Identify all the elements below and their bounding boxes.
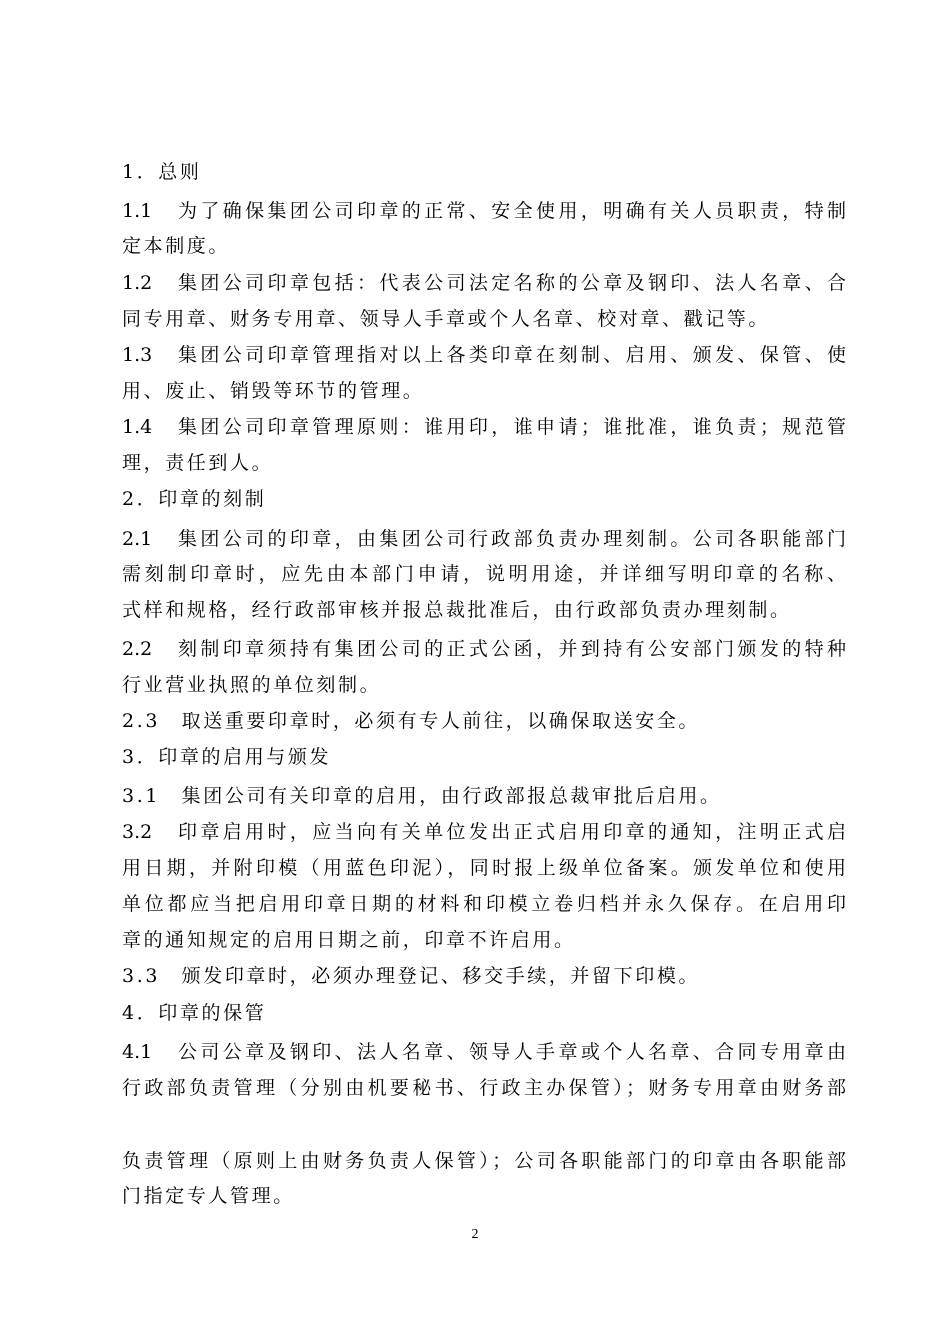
page-number: 2 xyxy=(471,1227,479,1242)
paragraph-line: 1.3 集团公司印章管理指对以上各类印章在刻制、启用、颁发、保管、使 xyxy=(122,344,846,366)
paragraph-line: 同专用章、财务专用章、领导人手章或个人名章、校对章、戳记等。 xyxy=(122,308,771,330)
paragraph-line: 定本制度。 xyxy=(122,235,231,257)
paragraph-line: 2.3 取送重要印章时，必须有专人前往，以确保取送安全。 xyxy=(122,710,701,732)
paragraph-line: 理，责任到人。 xyxy=(122,452,274,474)
section-heading-general: 1．总则 xyxy=(122,161,202,183)
paragraph-line: 3.2 印章启用时，应当向有关单位发出正式启用印章的通知，注明正式启 xyxy=(122,821,846,843)
paragraph-line: 行政部负责管理（分别由机要秘书、行政主办保管）；财务专用章由财务部 xyxy=(122,1077,846,1099)
paragraph-line: 单位都应当把启用印章日期的材料和印模立卷归档并永久保存。在启用印 xyxy=(122,893,846,915)
paragraph-line: 4.1 公司公章及钢印、法人名章、领导人手章或个人名章、合同专用章由 xyxy=(122,1041,846,1063)
paragraph-line: 3.3 颁发印章时，必须办理登记、移交手续，并留下印模。 xyxy=(122,965,701,987)
paragraph-line: 用日期，并附印模（用蓝色印泥），同时报上级单位备案。颁发单位和使用 xyxy=(122,857,846,879)
paragraph-line: 1.2 集团公司印章包括：代表公司法定名称的公章及钢印、法人名章、合 xyxy=(122,272,846,294)
section-heading-activation: 3．印章的启用与颁发 xyxy=(122,746,332,768)
paragraph-line: 负责管理（原则上由财务负责人保管）；公司各职能部门的印章由各职能部 xyxy=(122,1150,846,1172)
paragraph-line: 章的通知规定的启用日期之前，印章不许启用。 xyxy=(122,929,576,951)
paragraph-line: 1.1 为了确保集团公司印章的正常、安全使用，明确有关人员职责，特制 xyxy=(122,200,846,222)
paragraph-line: 式样和规格，经行政部审核并报总裁批准后，由行政部负责办理刻制。 xyxy=(122,599,792,621)
section-heading-custody: 4．印章的保管 xyxy=(122,1002,267,1024)
paragraph-line: 1.4 集团公司印章管理原则：谁用印，谁申请；谁批准，谁负责；规范管 xyxy=(122,416,846,438)
paragraph-line: 需刻制印章时，应先由本部门申请，说明用途，并详细写明印章的名称、 xyxy=(122,563,846,585)
paragraph-line: 用、废止、销毁等环节的管理。 xyxy=(122,380,425,402)
section-heading-engraving: 2．印章的刻制 xyxy=(122,488,267,510)
paragraph-line: 行业营业执照的单位刻制。 xyxy=(122,674,382,696)
paragraph-line: 门指定专人管理。 xyxy=(122,1185,295,1207)
paragraph-line: 3.1 集团公司有关印章的启用，由行政部报总裁审批后启用。 xyxy=(122,785,722,807)
paragraph-line: 2.2 刻制印章须持有集团公司的正式公函，并到持有公安部门颁发的特种 xyxy=(122,638,846,660)
paragraph-line: 2.1 集团公司的印章，由集团公司行政部负责办理刻制。公司各职能部门 xyxy=(122,528,846,550)
